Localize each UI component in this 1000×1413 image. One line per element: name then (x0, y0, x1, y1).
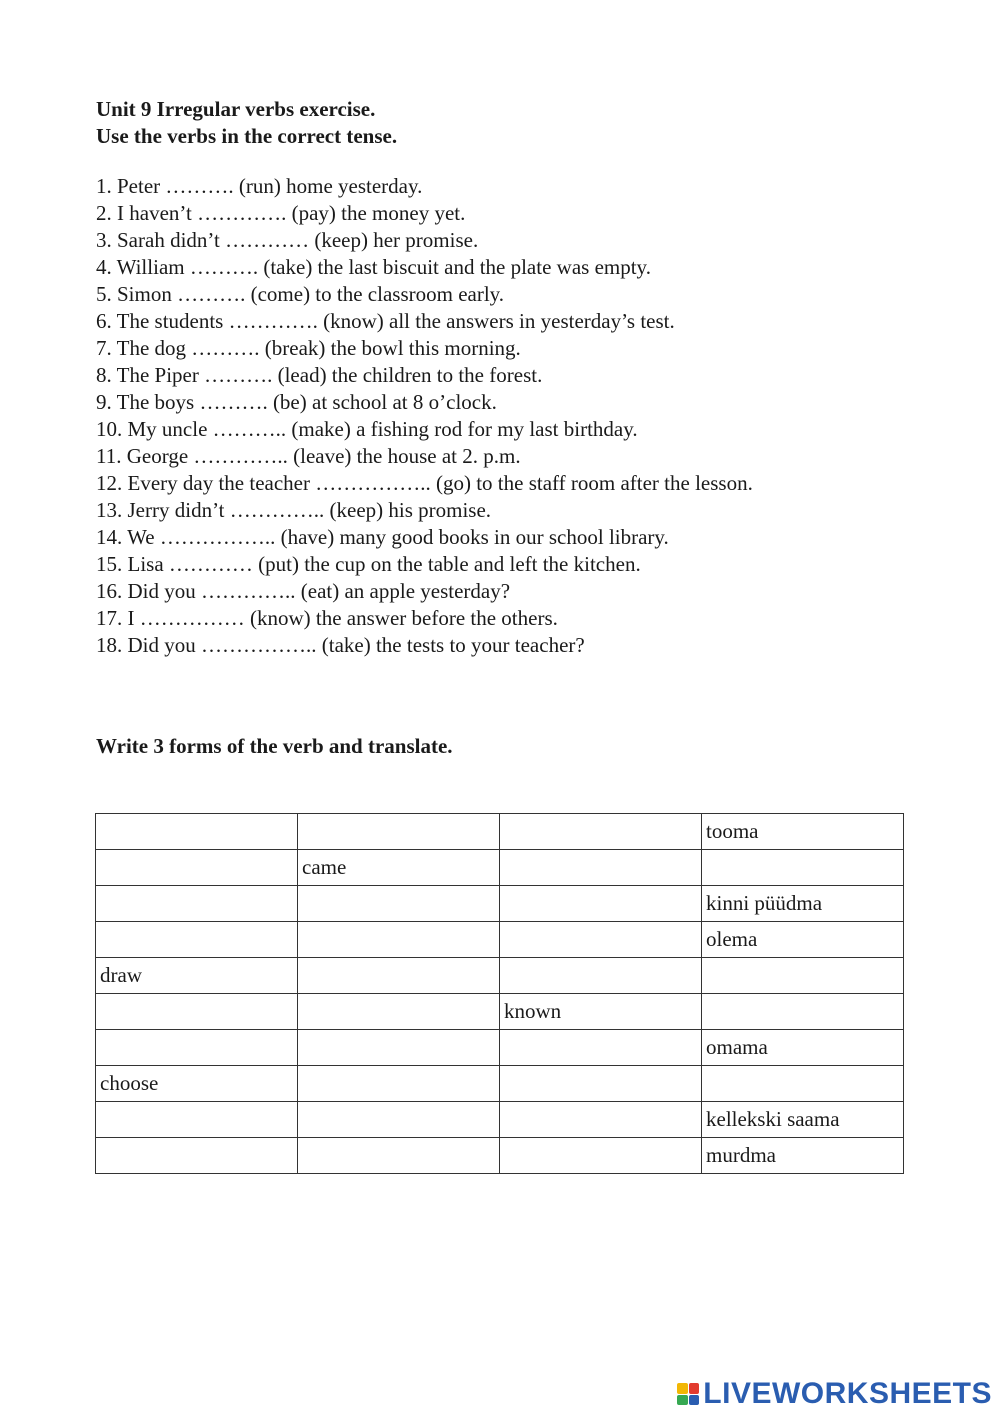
exercise-sentence: 7. The dog ………. (break) the bowl this morning. (96, 336, 521, 360)
exercise-sentence: 4. William ………. (take) the last biscuit and the plate was empty. (96, 255, 651, 279)
exercise-sentence: 3. Sarah didn’t ………… (keep) her promise. (96, 228, 479, 252)
table-cell[interactable] (500, 1066, 702, 1102)
table-cell: came (298, 850, 500, 886)
liveworksheets-logo[interactable] (677, 1379, 992, 1409)
table-cell[interactable] (500, 1102, 702, 1138)
exercise-sentence: 12. Every day the teacher …………….. (go) to the staff room after the lesson. (96, 471, 753, 495)
table-cell: olema (702, 922, 904, 958)
exercise-sentence: 14. We …………….. (have) many good books in our school library. (96, 525, 669, 549)
table-cell[interactable] (96, 850, 298, 886)
logo-square-blue (689, 1395, 700, 1406)
verb-forms-table (95, 813, 904, 1174)
table-cell[interactable] (500, 1138, 702, 1174)
table-cell: draw (96, 958, 298, 994)
table-cell: choose (96, 1066, 298, 1102)
table-cell[interactable] (96, 886, 298, 922)
exercise-list (96, 173, 753, 659)
table-cell[interactable] (500, 1030, 702, 1066)
table-row (96, 850, 904, 886)
logo-squares-icon (677, 1383, 699, 1405)
table-cell[interactable] (298, 1138, 500, 1174)
table-cell[interactable] (298, 1102, 500, 1138)
exercise-sentence: 18. Did you …………….. (take) the tests to your teacher? (96, 633, 585, 657)
table-cell[interactable] (298, 814, 500, 850)
exercise-sentence: 15. Lisa ………… (put) the cup on the table and left the kitchen. (96, 552, 641, 576)
table-cell[interactable] (702, 850, 904, 886)
exercise-sentence: 5. Simon ………. (come) to the classroom early. (96, 282, 505, 306)
table-row (96, 886, 904, 922)
table-cell[interactable] (298, 958, 500, 994)
table-cell[interactable] (96, 814, 298, 850)
exercise-sentence: 10. My uncle ……….. (make) a fishing rod for my last birthday. (96, 417, 638, 441)
logo-square-green (677, 1395, 688, 1406)
table-cell[interactable] (702, 994, 904, 1030)
table-cell: kellekski saama (702, 1102, 904, 1138)
exercise-sentence: 13. Jerry didn’t ………….. (keep) his promise. (96, 498, 492, 522)
table-cell[interactable] (702, 1066, 904, 1102)
table-row (96, 1066, 904, 1102)
table-row (96, 994, 904, 1030)
table-cell: kinni püüdma (702, 886, 904, 922)
table-row (96, 1030, 904, 1066)
worksheet-instructions: Use the verbs in the correct tense. (96, 124, 398, 148)
table-cell[interactable] (500, 922, 702, 958)
logo-square-yellow (677, 1383, 688, 1394)
table-cell[interactable] (96, 1138, 298, 1174)
table-cell: murdma (702, 1138, 904, 1174)
worksheet-title: Unit 9 Irregular verbs exercise. (96, 97, 376, 121)
table-cell[interactable] (702, 958, 904, 994)
table-cell[interactable] (298, 1066, 500, 1102)
exercise-sentence: 11. George ………….. (leave) the house at 2. p.m. (96, 444, 521, 468)
logo-square-red (689, 1383, 700, 1394)
table-cell: omama (702, 1030, 904, 1066)
table-cell[interactable] (500, 886, 702, 922)
exercise-sentence: 9. The boys ………. (be) at school at 8 o’clock. (96, 390, 497, 414)
exercise-sentence: 2. I haven’t …………. (pay) the money yet. (96, 201, 466, 225)
exercise-sentence: 17. I …………… (know) the answer before the others. (96, 606, 558, 630)
table-cell[interactable] (500, 850, 702, 886)
table-cell[interactable] (96, 994, 298, 1030)
exercise-sentence: 6. The students …………. (know) all the answers in yesterday’s test. (96, 309, 675, 333)
table-cell[interactable] (298, 994, 500, 1030)
table-cell[interactable] (298, 922, 500, 958)
exercise-sentence: 8. The Piper ………. (lead) the children to the forest. (96, 363, 543, 387)
verb-forms-heading: Write 3 forms of the verb and translate. (96, 734, 453, 758)
exercise-sentence: 16. Did you ………….. (eat) an apple yesterday? (96, 579, 511, 603)
table-row (96, 814, 904, 850)
table-cell: tooma (702, 814, 904, 850)
table-row (96, 1138, 904, 1174)
exercise-sentence: 1. Peter ………. (run) home yesterday. (96, 174, 423, 198)
table-cell[interactable] (96, 1030, 298, 1066)
table-row (96, 1102, 904, 1138)
table-cell[interactable] (298, 1030, 500, 1066)
table-cell[interactable] (96, 922, 298, 958)
table-cell[interactable] (96, 1102, 298, 1138)
table-cell: known (500, 994, 702, 1030)
table-cell[interactable] (298, 886, 500, 922)
table-cell[interactable] (500, 814, 702, 850)
logo-text: LIVEWORKSHEETS (703, 1377, 992, 1410)
table-cell[interactable] (500, 958, 702, 994)
table-row (96, 958, 904, 994)
table-row (96, 922, 904, 958)
